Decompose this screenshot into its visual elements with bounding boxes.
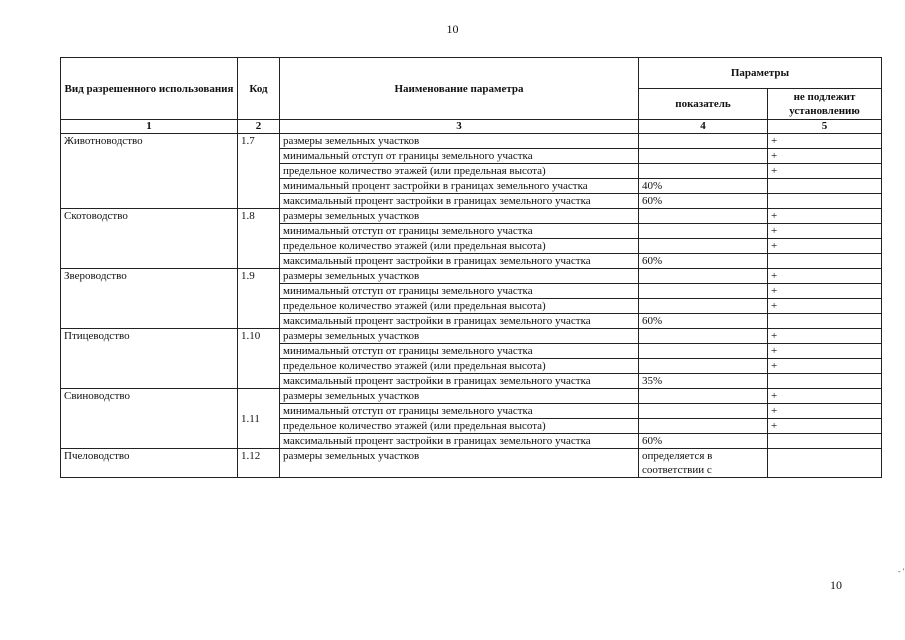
cell-not-set: [768, 254, 882, 269]
column-number: 4: [639, 120, 768, 134]
cell-not-set: +: [768, 269, 882, 284]
cell-param-name: предельное количество этажей (или предельная высота): [280, 164, 639, 179]
table-row: [61, 134, 882, 149]
cell-not-set: +: [768, 344, 882, 359]
cell-code: 1.12: [238, 449, 280, 478]
cell-not-set: +: [768, 164, 882, 179]
header-indicator: показатель: [639, 89, 768, 120]
cell-indicator: [639, 224, 768, 239]
cell-param-name: предельное количество этажей (или предельная высота): [280, 359, 639, 374]
cell-indicator: [639, 299, 768, 314]
cell-indicator: [639, 344, 768, 359]
cell-param-name: минимальный отступ от границы земельного участка: [280, 224, 639, 239]
cell-not-set: [768, 449, 882, 478]
column-number: 5: [768, 120, 882, 134]
cell-kind: Свиноводство: [61, 389, 238, 449]
cell-param-name: размеры земельных участков: [280, 389, 639, 404]
cell-code: 1.10: [238, 329, 280, 389]
cell-not-set: +: [768, 329, 882, 344]
cell-indicator: 40%: [639, 179, 768, 194]
cell-not-set: +: [768, 224, 882, 239]
cell-indicator: 35%: [639, 374, 768, 389]
cell-kind: Скотоводство: [61, 209, 238, 269]
cell-param-name: минимальный отступ от границы земельного участка: [280, 149, 639, 164]
cell-param-name: предельное количество этажей (или предельная высота): [280, 239, 639, 254]
cell-not-set: [768, 179, 882, 194]
cell-indicator: [639, 209, 768, 224]
cell-param-name: минимальный процент застройки в границах земельного участка: [280, 179, 639, 194]
cell-not-set: [768, 314, 882, 329]
cell-param-name: размеры земельных участков: [280, 449, 639, 478]
table-row: [61, 389, 882, 404]
cell-kind: Птицеводство: [61, 329, 238, 389]
table-row: [61, 329, 882, 344]
cell-indicator: [639, 404, 768, 419]
cell-not-set: +: [768, 149, 882, 164]
cell-not-set: +: [768, 239, 882, 254]
cell-param-name: минимальный отступ от границы земельного участка: [280, 404, 639, 419]
margin-marks: - ': [898, 567, 905, 576]
cell-param-name: максимальный процент застройки в границах земельного участка: [280, 314, 639, 329]
cell-indicator: [639, 359, 768, 374]
cell-kind: Животноводство: [61, 134, 238, 209]
header-not-set: не подлежит установлению: [768, 89, 882, 120]
table-row: [61, 209, 882, 224]
cell-not-set: +: [768, 419, 882, 434]
column-numbers-row: [61, 120, 882, 134]
cell-param-name: предельное количество этажей (или предельная высота): [280, 299, 639, 314]
header-param-name: Наименование параметра: [280, 58, 639, 120]
header-kind: Вид разрешенного использования: [61, 58, 238, 120]
cell-indicator: определяется в соответствии с: [639, 449, 768, 478]
cell-indicator: [639, 269, 768, 284]
column-number: 3: [280, 120, 639, 134]
cell-not-set: +: [768, 284, 882, 299]
cell-not-set: +: [768, 209, 882, 224]
cell-kind: Пчеловодство: [61, 449, 238, 478]
cell-param-name: размеры земельных участков: [280, 269, 639, 284]
cell-indicator: [639, 134, 768, 149]
cell-param-name: максимальный процент застройки в границах земельного участка: [280, 434, 639, 449]
cell-code: 1.9: [238, 269, 280, 329]
header-code: Код: [238, 58, 280, 120]
cell-not-set: +: [768, 404, 882, 419]
cell-param-name: размеры земельных участков: [280, 134, 639, 149]
cell-indicator: [639, 419, 768, 434]
cell-param-name: минимальный отступ от границы земельного участка: [280, 284, 639, 299]
cell-param-name: минимальный отступ от границы земельного участка: [280, 344, 639, 359]
cell-param-name: максимальный процент застройки в границах земельного участка: [280, 254, 639, 269]
header-params: Параметры: [639, 58, 882, 89]
cell-indicator: [639, 149, 768, 164]
table-row: [61, 269, 882, 284]
cell-param-name: максимальный процент застройки в границах земельного участка: [280, 194, 639, 209]
cell-indicator: [639, 284, 768, 299]
page-number-top: 10: [446, 22, 459, 36]
cell-indicator: [639, 164, 768, 179]
page-number-bottom: 10: [830, 578, 842, 592]
cell-kind: Звероводство: [61, 269, 238, 329]
cell-not-set: [768, 434, 882, 449]
cell-code: 1.7: [238, 134, 280, 209]
cell-not-set: +: [768, 389, 882, 404]
cell-indicator: [639, 329, 768, 344]
cell-indicator: 60%: [639, 194, 768, 209]
table-row: [61, 449, 882, 478]
cell-param-name: размеры земельных участков: [280, 329, 639, 344]
table-body: [61, 134, 882, 478]
cell-indicator: [639, 389, 768, 404]
cell-code: 1.8: [238, 209, 280, 269]
cell-not-set: +: [768, 299, 882, 314]
cell-not-set: +: [768, 134, 882, 149]
cell-indicator: [639, 239, 768, 254]
cell-indicator: 60%: [639, 434, 768, 449]
cell-not-set: [768, 194, 882, 209]
column-number: 1: [61, 120, 238, 134]
cell-indicator: 60%: [639, 314, 768, 329]
cell-not-set: +: [768, 359, 882, 374]
cell-param-name: предельное количество этажей (или предельная высота): [280, 419, 639, 434]
column-number: 2: [238, 120, 280, 134]
cell-param-name: максимальный процент застройки в границах земельного участка: [280, 374, 639, 389]
cell-not-set: [768, 374, 882, 389]
parameters-table: [60, 57, 882, 478]
cell-param-name: размеры земельных участков: [280, 209, 639, 224]
cell-indicator: 60%: [639, 254, 768, 269]
cell-code: 1.11: [238, 389, 280, 449]
